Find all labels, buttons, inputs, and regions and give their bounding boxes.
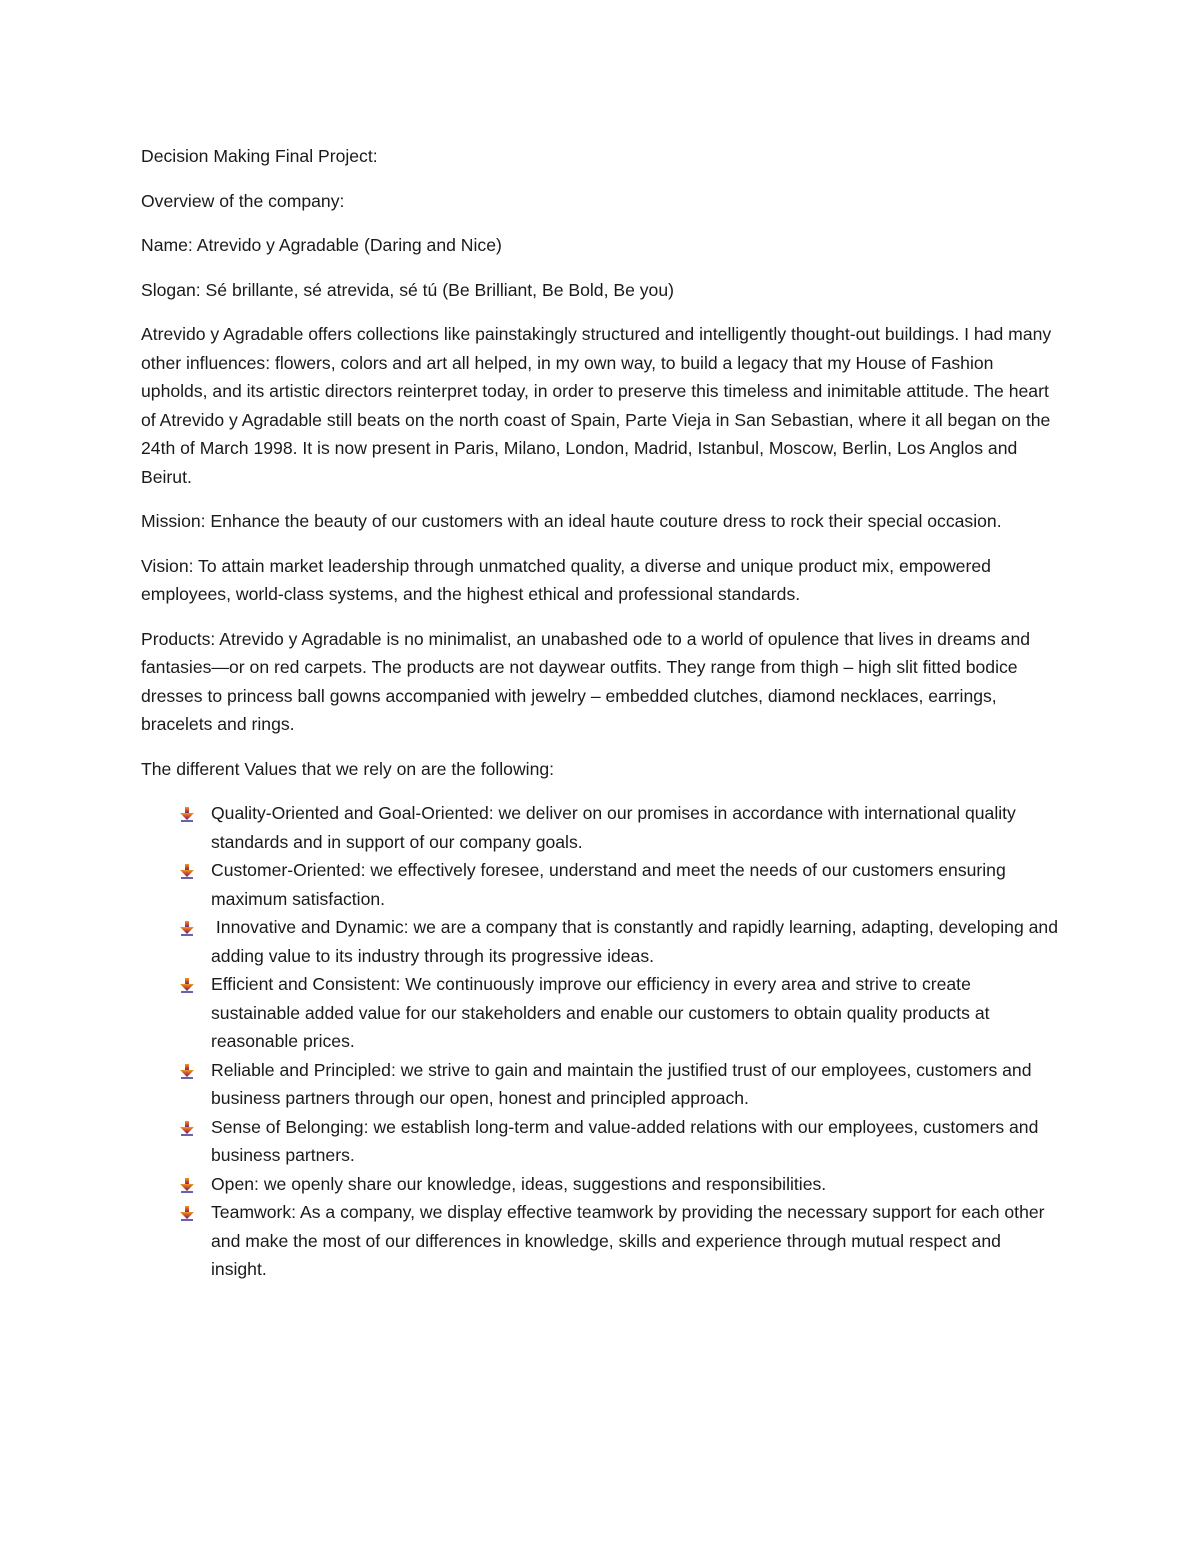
arrow-down-bullet-icon <box>179 1177 195 1193</box>
value-text: Teamwork: As a company, we display effective teamwork by providing the necessary support for each other and make the most of our differences in knowledge, skills and experience through mutual respect and insight. <box>211 1202 1045 1279</box>
arrow-down-bullet-icon <box>179 1120 195 1136</box>
about-paragraph: Atrevido y Agradable offers collections like painstakingly structured and intelligently thought-out buildings. I had many other influences: flowers, colors and art all helped, in my own way, to build a legacy that my House of Fashion upholds, and its artistic directors reinterpret today, in order to preserve this timeless and inimitable attitude. The heart of Atrevido y Agradable still beats on the north coast of Spain, Parte Vieja in San Sebastian, where it all began on the 24th of March 1998. It is now present in Paris, Milano, London, Madrid, Istanbul, Moscow, Berlin, Los Anglos and Beirut. <box>141 324 1052 487</box>
value-text: Reliable and Principled: we strive to gain and maintain the justified trust of our employees, customers and business partners through our open, honest and principled approach. <box>211 1059 1032 1108</box>
values-intro: The different Values that we rely on are the following: <box>141 758 555 779</box>
value-text: Quality-Oriented and Goal-Oriented: we deliver on our promises in accordance with international quality standards and in support of our company goals. <box>211 803 1016 852</box>
document-body <box>141 142 1061 1284</box>
value-item-efficient <box>141 970 1061 1056</box>
value-text: Open: we openly share our knowledge, ideas, suggestions and responsibilities. <box>211 1173 827 1194</box>
arrow-down-bullet-icon <box>179 1063 195 1079</box>
value-item-innovative <box>141 913 1061 970</box>
arrow-down-bullet-icon <box>179 920 195 936</box>
company-name-line: Name: Atrevido y Agradable (Daring and Nice) <box>141 235 502 255</box>
value-text: Efficient and Consistent: We continuously improve our efficiency in every area and strive to create sustainable added value for our stakeholders and enable our customers to obtain quality products at reasonable prices. <box>211 974 990 1051</box>
document-title: Decision Making Final Project: <box>141 146 378 166</box>
arrow-down-bullet-icon <box>179 1205 195 1221</box>
mission-paragraph: Mission: Enhance the beauty of our customers with an ideal haute couture dress to rock their special occasion. <box>141 511 1002 531</box>
products-paragraph: Products: Atrevido y Agradable is no minimalist, an unabashed ode to a world of opulence that lives in dreams and fantasies—or on red carpets. The products are not daywear outfits. They range from thigh – high slit fitted bodice dresses to princess ball gowns accompanied with jewelry – embedded clutches, diamond necklaces, earrings, bracelets and rings. <box>141 628 1031 734</box>
value-text: Customer-Oriented: we effectively foresee, understand and meet the needs of our customers ensuring maximum satisfaction. <box>211 860 1006 909</box>
value-item-quality <box>141 799 1061 856</box>
value-text: Innovative and Dynamic: we are a company that is constantly and rapidly learning, adapting, developing and adding value to its industry through its progressive ideas. <box>211 917 1063 966</box>
arrow-down-bullet-icon <box>179 863 195 879</box>
arrow-down-bullet-icon <box>179 977 195 993</box>
company-slogan-line: Slogan: Sé brillante, sé atrevida, sé tú (Be Brilliant, Be Bold, Be you) <box>141 279 674 300</box>
values-list <box>141 799 1061 1284</box>
value-item-open <box>141 1170 1061 1199</box>
vision-paragraph: Vision: To attain market leadership through unmatched quality, a diverse and unique product mix, empowered employees, world-class systems, and the highest ethical and professional standards. <box>141 555 991 604</box>
value-item-teamwork <box>141 1198 1061 1284</box>
value-item-belonging <box>141 1113 1061 1170</box>
arrow-down-bullet-icon <box>179 806 195 822</box>
value-item-reliable <box>141 1056 1061 1113</box>
value-item-customer <box>141 856 1061 913</box>
value-text: Sense of Belonging: we establish long-term and value-added relations with our employees, customers and business partners. <box>211 1116 1039 1165</box>
overview-heading: Overview of the company: <box>141 190 345 211</box>
